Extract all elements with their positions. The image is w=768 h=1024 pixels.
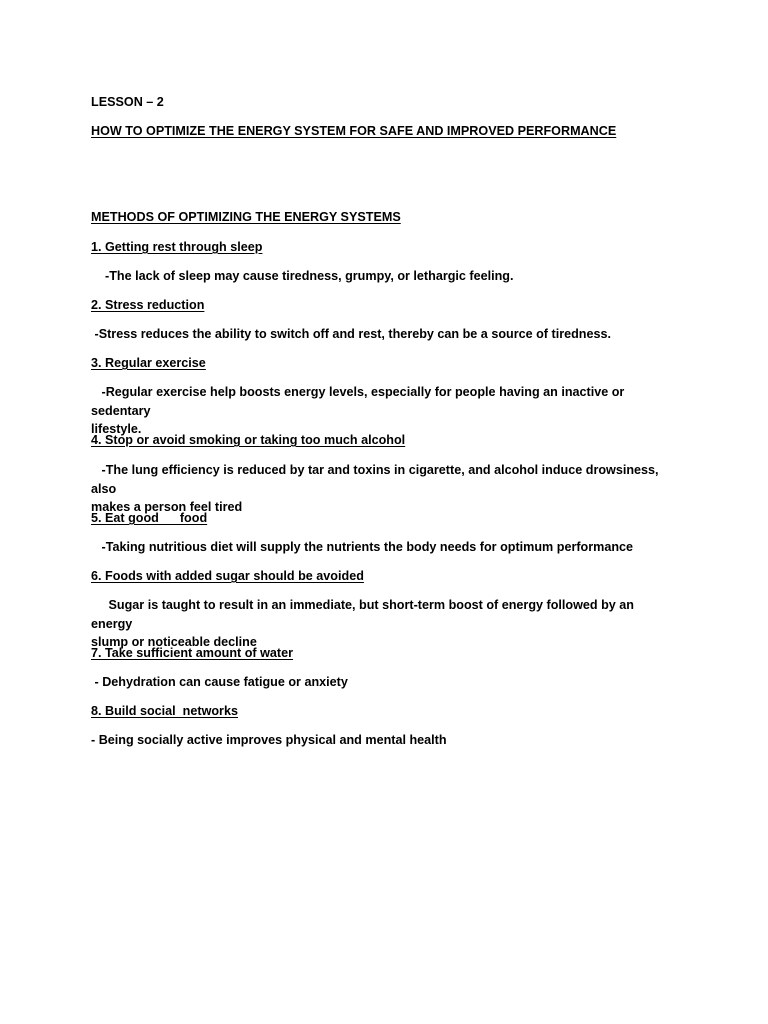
method-body-2: -Stress reduces the ability to switch off and rest, thereby can be a source of tiredness. <box>91 327 611 341</box>
method-body-1: -The lack of sleep may cause tiredness, grumpy, or lethargic feeling. <box>91 269 514 283</box>
section-heading: METHODS OF OPTIMIZING THE ENERGY SYSTEMS <box>91 210 401 224</box>
method-heading-7: 7. Take sufficient amount of water <box>91 646 294 660</box>
method-heading-3: 3. Regular exercise <box>91 356 206 370</box>
document-title: HOW TO OPTIMIZE THE ENERGY SYSTEM FOR SAFE AND IMPROVED PERFORMANCE <box>91 124 617 138</box>
method-heading-8: 8. Build social networks <box>91 704 238 718</box>
method-body-7: - Dehydration can cause fatigue or anxiety <box>91 675 348 689</box>
method-body-6: Sugar is taught to result in an immediate, but short-term boost of energy followed by an energy slump or noticeable decline <box>91 598 634 649</box>
method-body-4: -The lung efficiency is reduced by tar and toxins in cigarette, and alcohol induce drowsiness, also makes a person feel tired <box>91 463 659 514</box>
method-heading-1: 1. Getting rest through sleep <box>91 240 263 254</box>
method-heading-4: 4. Stop or avoid smoking or taking too much alcohol <box>91 433 406 447</box>
method-body-5: -Taking nutritious diet will supply the nutrients the body needs for optimum performance <box>91 540 634 554</box>
method-heading-6: 6. Foods with added sugar should be avoided <box>91 569 364 583</box>
method-heading-5: 5. Eat good food <box>91 511 208 525</box>
method-body-8: - Being socially active improves physical and mental health <box>91 733 447 747</box>
lesson-label: LESSON – 2 <box>91 95 164 109</box>
method-body-3: -Regular exercise help boosts energy levels, especially for people having an inactive or sedentary lifestyle. <box>91 385 625 436</box>
method-heading-2: 2. Stress reduction <box>91 298 205 312</box>
